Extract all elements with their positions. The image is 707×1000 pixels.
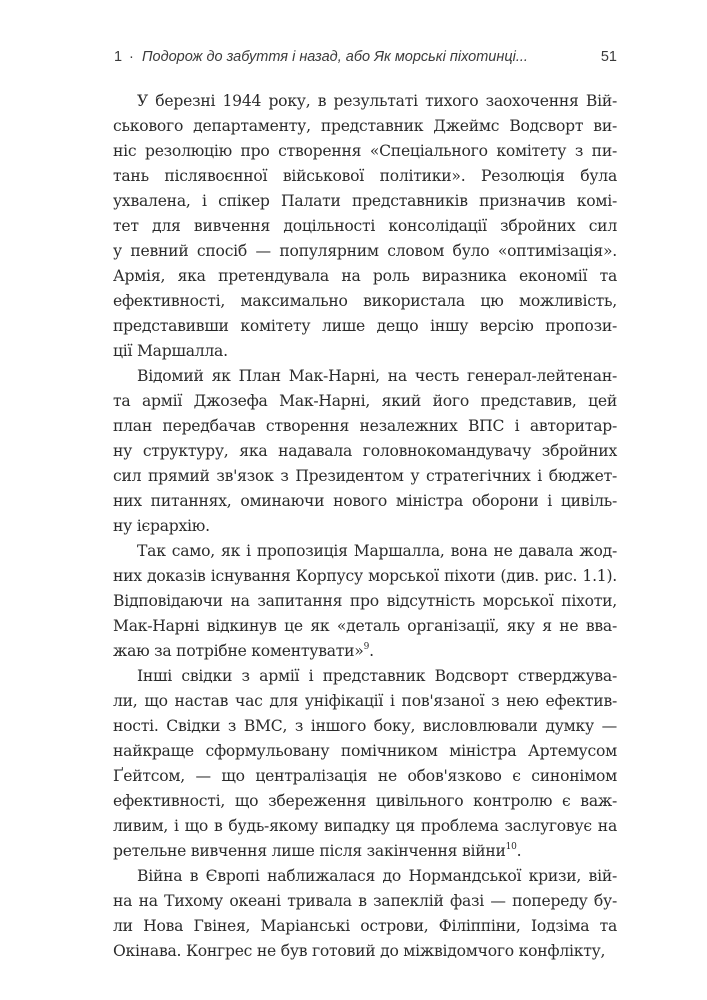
- line-text: тань післявоєнної військової політики». Резолюція була: [113, 167, 617, 185]
- body-text: [113, 89, 617, 964]
- text-line: [113, 839, 617, 864]
- chapter-number: 1: [114, 49, 123, 65]
- text-line: [113, 489, 617, 514]
- line-text: Так само, як і пропозиція Маршалла, вона не давала жод-: [137, 542, 617, 560]
- line-text: ливим, і що в будь-якому випадку ця проблема заслуговує на: [113, 817, 617, 835]
- line-text: ності. Свідки з ВМС, з іншого боку, висловлювали думку —: [113, 717, 617, 735]
- text-line: [113, 664, 617, 689]
- header-separator: ·: [129, 49, 134, 65]
- line-text: ції Маршалла.: [113, 342, 228, 360]
- punctuation: .: [516, 842, 522, 860]
- line-text: представивши комітету лише дещо іншу версію пропози-: [113, 317, 617, 335]
- line-text: ефективності, що збереження цивільного контролю є важ-: [113, 792, 617, 810]
- line-text: Інші свідки з армії і представник Водсворт стверджува-: [137, 667, 617, 685]
- text-line: [113, 614, 617, 639]
- text-line: [113, 739, 617, 764]
- line-text: у певний спосіб — популярним словом було «оптимізація».: [113, 242, 617, 260]
- text-line: [113, 464, 617, 489]
- text-line: [113, 864, 617, 889]
- text-line: [113, 789, 617, 814]
- text-line: [113, 389, 617, 414]
- punctuation: .: [369, 642, 374, 660]
- text-line: [113, 814, 617, 839]
- line-text: ськового департаменту, представник Джеймс Водсворт ви-: [113, 117, 617, 135]
- text-line: [113, 414, 617, 439]
- text-line: [113, 689, 617, 714]
- footnote-reference: 10: [505, 842, 517, 852]
- text-line: [113, 914, 617, 939]
- line-text: ніс резолюцію про створення «Спеціального комітету з пи-: [113, 142, 617, 160]
- text-line: [113, 314, 617, 339]
- line-text: ефективності, максимально використала цю можливість,: [113, 292, 617, 310]
- line-text: тет для вивчення доцільності консолідації збройних сил: [113, 217, 617, 235]
- line-text: Відомий як План Мак-Нарні, на честь генерал-лейтенан-: [137, 367, 617, 385]
- line-text: жаю за потрібне коментувати»: [113, 642, 364, 660]
- page-number: 51: [600, 49, 617, 65]
- line-text: них питаннях, оминаючи нового міністра оборони і цивіль-: [113, 492, 617, 510]
- line-text: сил прямий зв'язок з Президентом у стратегічних і бюджет-: [113, 467, 617, 485]
- text-line: [113, 239, 617, 264]
- text-line: [113, 364, 617, 389]
- line-text: Війна в Європі наближалася до Нормандської кризи, вій-: [137, 867, 617, 885]
- line-text: ну структуру, яка надавала головнокомандувачу збройних: [113, 442, 617, 460]
- text-line: [113, 339, 617, 364]
- line-text: ретельне вивчення лише після закінчення війни: [113, 842, 506, 860]
- paragraph: [113, 364, 617, 539]
- line-text: Відповідаючи на запитання про відсутність морської піхоти,: [113, 592, 617, 610]
- text-line: [113, 89, 617, 114]
- paragraph: [113, 664, 617, 864]
- text-line: [113, 289, 617, 314]
- line-text: Окінава. Конгрес не був готовий до міжвідомчого конфлікту,: [113, 942, 606, 960]
- text-line: [113, 539, 617, 564]
- text-line: [113, 214, 617, 239]
- line-text: них доказів існування Корпусу морської піхоти (див. рис. 1.1).: [113, 567, 617, 585]
- line-text: Мак-Нарні відкинув це як «деталь організації, яку я не вва-: [113, 617, 617, 635]
- text-line: [113, 939, 617, 964]
- line-text: найкраще сформульовану помічником міністра Артемусом: [113, 742, 617, 760]
- line-text: ли Нова Гвінея, Маріанські острови, Філіппіни, Іодзіма та: [113, 917, 617, 935]
- text-line: [113, 714, 617, 739]
- paragraph: [113, 89, 617, 364]
- text-line: [113, 439, 617, 464]
- footnote-reference: 9: [363, 642, 370, 652]
- running-header: [114, 49, 617, 71]
- text-line: [113, 139, 617, 164]
- paragraph: [113, 864, 617, 964]
- line-text: ну ієрархію.: [113, 517, 210, 535]
- line-text: ли, що настав час для уніфікації і пов'язаної з нею ефектив-: [113, 692, 617, 710]
- text-line: [113, 514, 617, 539]
- line-text: Ґейтсом, — що централізація не обов'язково є синонімом: [113, 767, 617, 785]
- text-line: [113, 639, 617, 664]
- text-line: [113, 114, 617, 139]
- text-line: [113, 164, 617, 189]
- text-line: [113, 189, 617, 214]
- line-text: та армії Джозефа Мак-Нарні, який його представив, цей: [113, 392, 617, 410]
- line-text: Армія, яка претендувала на роль виразника економії та: [113, 267, 617, 285]
- text-line: [113, 764, 617, 789]
- chapter-title: Подорож до забуття і назад, або Як морські піхотинці...: [142, 49, 528, 65]
- line-text: на на Тихому океані тривала в запеклій фазі — попереду бу-: [113, 892, 617, 910]
- paragraph: [113, 539, 617, 664]
- text-line: [113, 564, 617, 589]
- line-text: У березні 1944 року, в результаті тихого заохочення Вій-: [137, 92, 617, 110]
- text-line: [113, 589, 617, 614]
- line-text: план передбачав створення незалежних ВПС і авторитар-: [113, 417, 617, 435]
- line-text: ухвалена, і спікер Палати представників призначив комі-: [113, 192, 617, 210]
- text-line: [113, 889, 617, 914]
- text-line: [113, 264, 617, 289]
